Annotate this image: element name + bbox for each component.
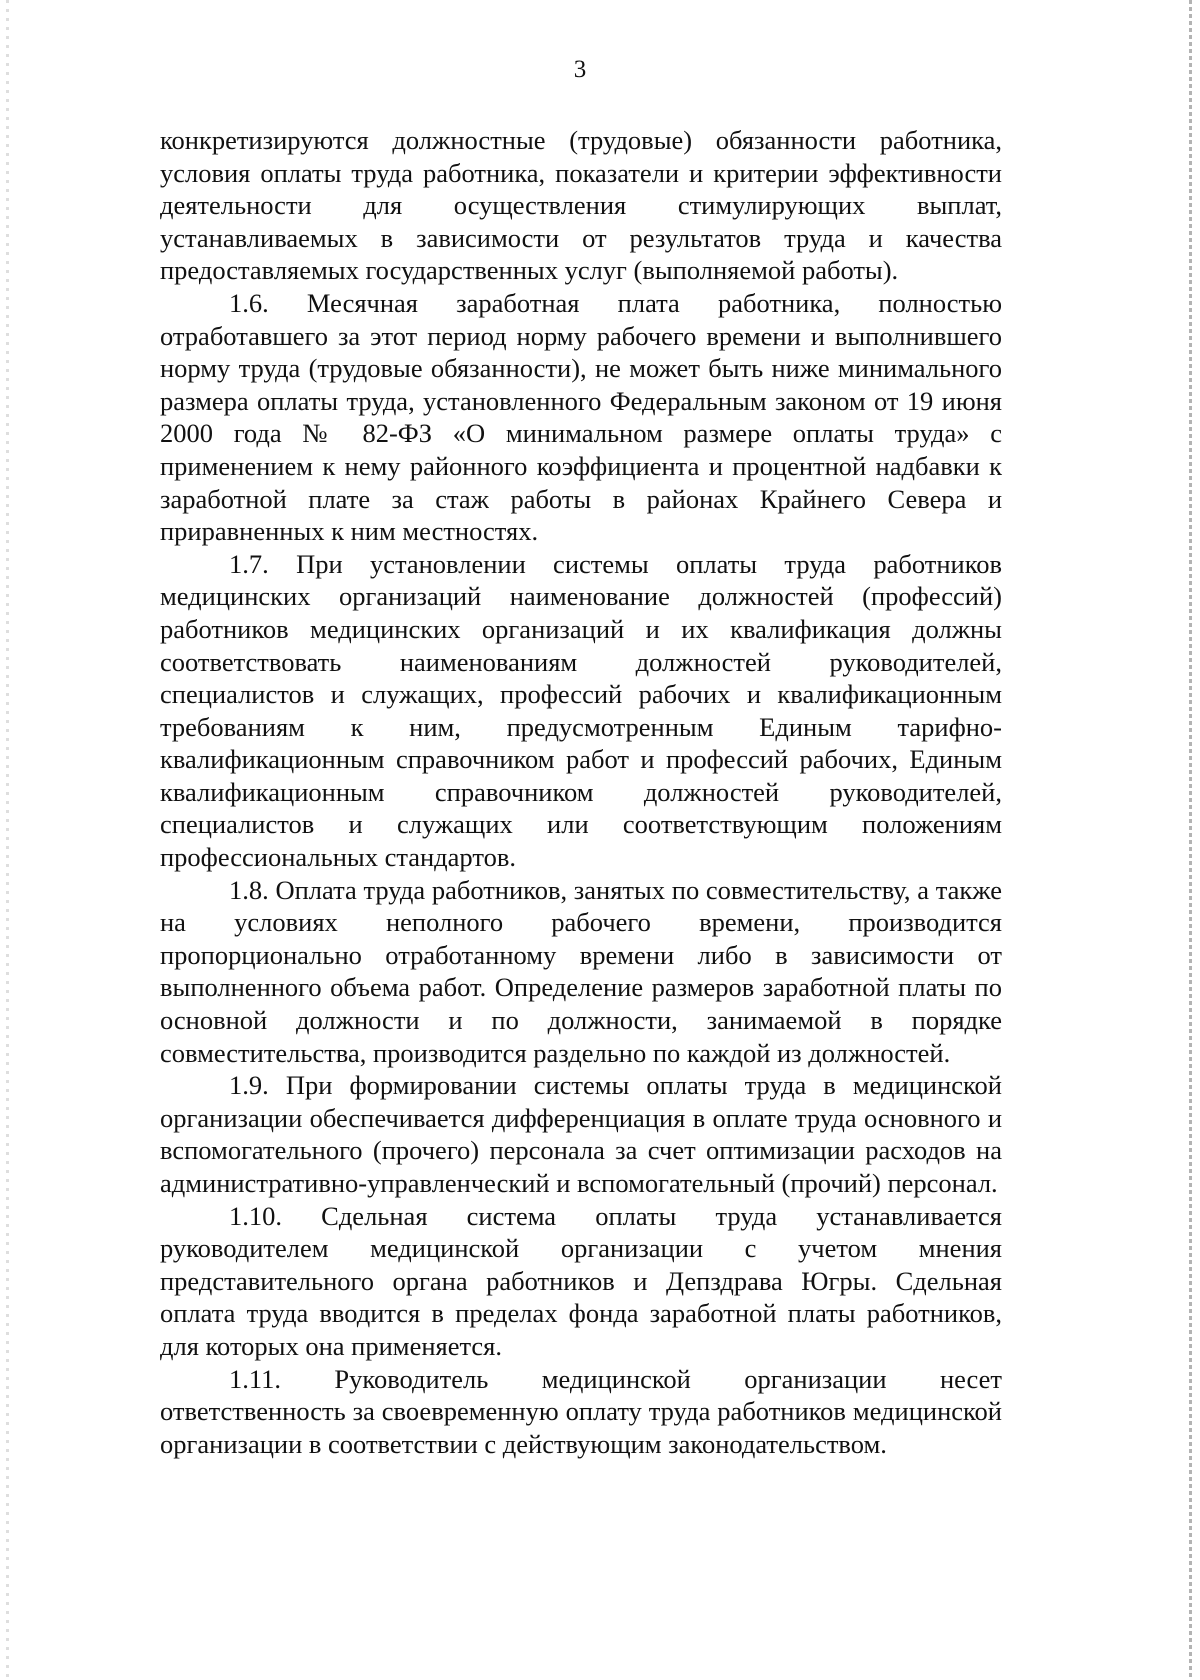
- paragraph-1-9: 1.9. При формировании системы оплаты труда в медицинской организации обеспечивается дифференциация в оплате труда основного и вспомогательного (прочего) персонала за счет оптимизации расходов на административно-управленческий и вспомогательный (прочий) персонал.: [160, 1070, 1002, 1198]
- paragraph-1-6: 1.6. Месячная заработная плата работника, полностью отработавшего за этот период норму рабочего времени и выполнившего норму труда (трудовые обязанности), не может быть ниже минимального размера оплаты труда, установленного Федеральным законом от 19 июня 2000 года № 82-ФЗ «О минимальном размере оплаты труда» с применением к нему районного коэффициента и процентной надбавки к заработной плате за стаж работы в районах Крайнего Севера и приравненных к ним местностях.: [160, 287, 1002, 547]
- scan-edge-left: [6, 0, 9, 1680]
- document-body: [160, 124, 1002, 1460]
- scan-edge-right: [1189, 0, 1192, 1680]
- paragraph-1-11: 1.11. Руководитель медицинской организации несет ответственность за своевременную оплату труда работников медицинской организации в соответствии с действующим законодательством.: [160, 1363, 1002, 1459]
- paragraph-continuation: конкретизируются должностные (трудовые) обязанности работника, условия оплаты труда работника, показатели и критерии эффективности деятельности для осуществления стимулирующих выплат, устанавливаемых в зависимости от результатов труда и качества предоставляемых государственных услуг (выполняемой работы).: [160, 125, 1002, 286]
- paragraph-1-10: 1.10. Сдельная система оплаты труда устанавливается руководителем медицинской организации с учетом мнения представительного органа работников и Депздрава Югры. Сдельная оплата труда вводится в пределах фонда заработной платы работников, для которых она применяется.: [160, 1200, 1002, 1361]
- paragraph-1-8: 1.8. Оплата труда работников, занятых по совместительству, а также на условиях неполного рабочего времени, производится пропорционально отработанному времени либо в зависимости от выполненного объема работ. Определение размеров заработной платы по основной должности и по должности, занимаемой в порядке совместительства, производится раздельно по каждой из должностей.: [160, 874, 1002, 1068]
- page-number: 3: [573, 56, 587, 83]
- paragraph-1-7: 1.7. При установлении системы оплаты труда работников медицинских организаций наименование должностей (профессий) работников медицинских организаций и их квалификация должны соответствовать наименованиям должностей руководителей, специалистов и служащих, профессий рабочих и квалификационным требованиям к ним, предусмотренным Единым тарифно-квалификационным справочником работ и профессий рабочих, Единым квалификационным справочником должностей руководителей, специалистов и служащих или соответствующим положениям профессиональных стандартов.: [160, 548, 1002, 873]
